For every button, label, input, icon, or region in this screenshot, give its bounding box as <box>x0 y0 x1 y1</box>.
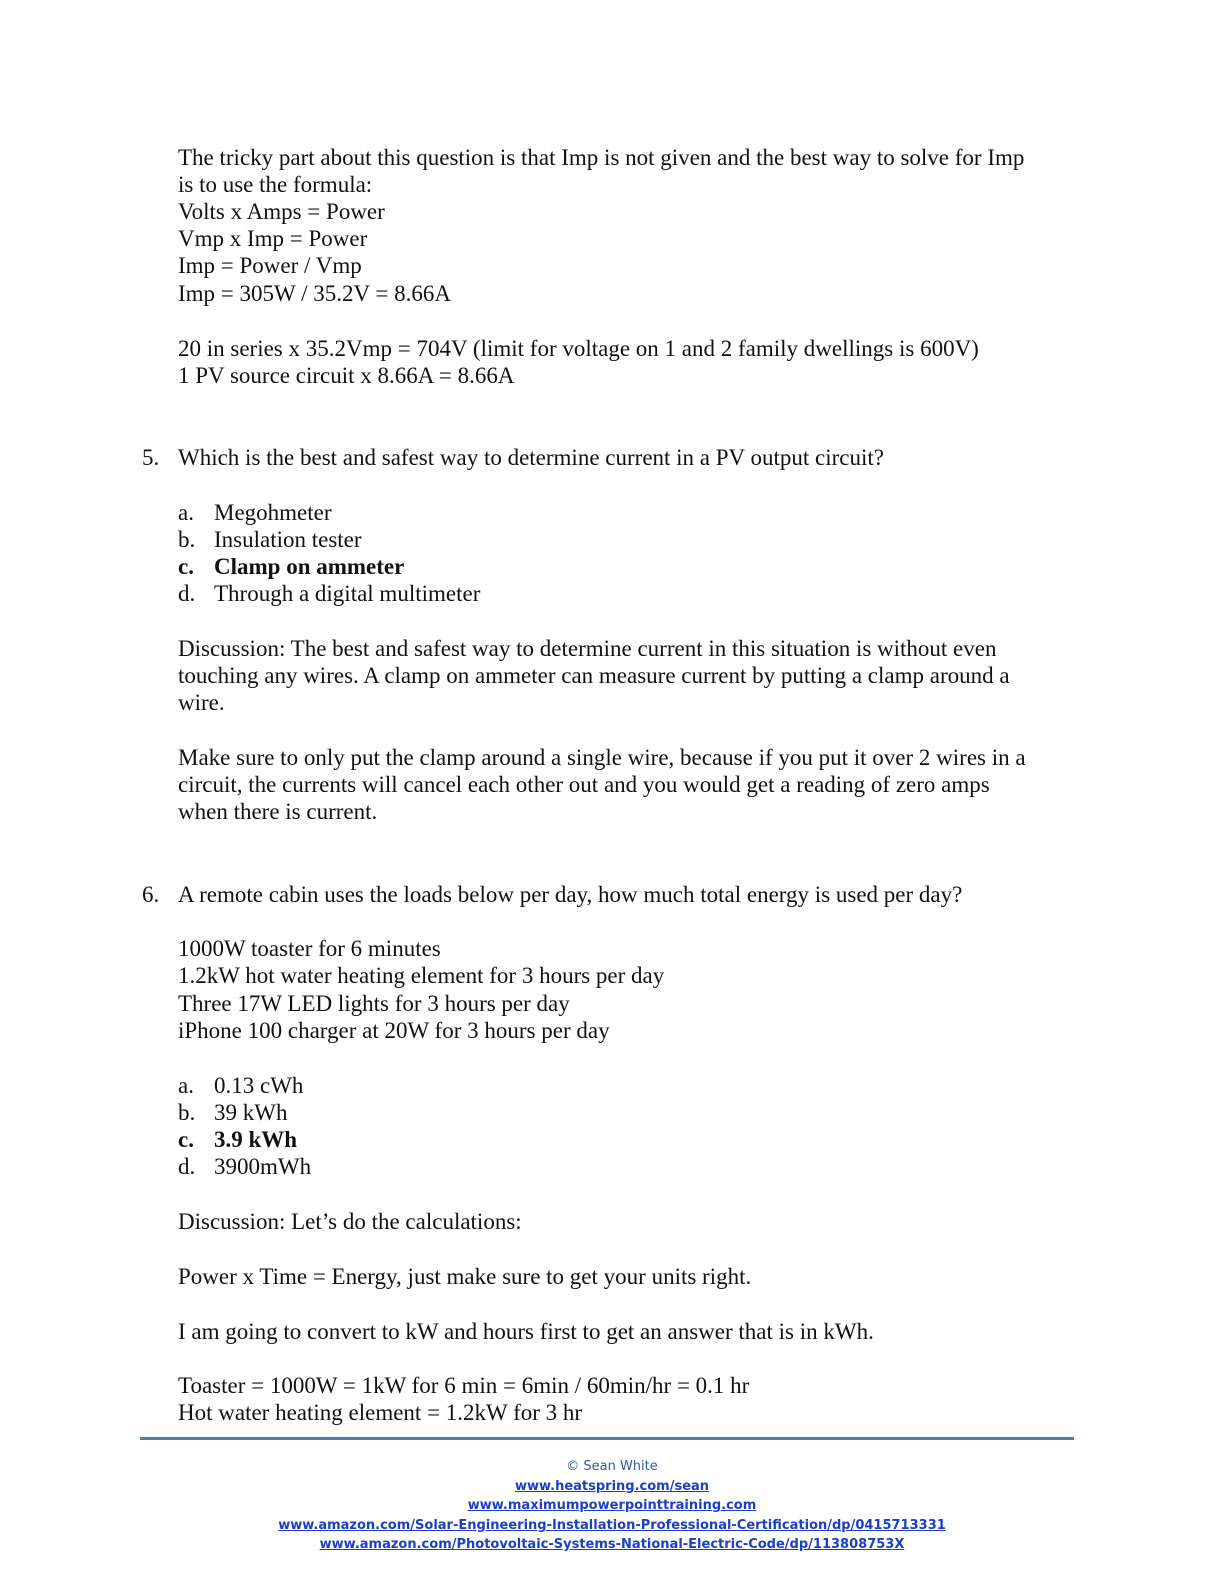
intro-line: The tricky part about this question is that Imp is not given and the best way to solve for Imp <box>178 145 1025 170</box>
discussion-line: touching any wires. A clamp on ammeter can measure current by putting a clamp around a <box>178 663 1010 688</box>
footer-link-row <box>0 1477 1224 1496</box>
option-letter: b. <box>178 1100 196 1125</box>
load-line: 1.2kW hot water heating element for 3 hours per day <box>178 963 665 988</box>
note-line: when there is current. <box>178 799 378 824</box>
option-letter: a. <box>178 500 194 525</box>
calc-step-line: Hot water heating element = 1.2kW for 3 hr <box>178 1400 583 1425</box>
option-text: 39 kWh <box>214 1100 288 1125</box>
intro-line: Volts x Amps = Power <box>178 199 385 224</box>
footer-divider <box>140 1437 1074 1440</box>
discussion-line: wire. <box>178 690 225 715</box>
intro-line: Imp = 305W / 35.2V = 8.66A <box>178 281 451 306</box>
formula-line: Power x Time = Energy, just make sure to get your units right. <box>178 1264 752 1289</box>
convert-line: I am going to convert to kW and hours first to get an answer that is in kWh. <box>178 1319 874 1344</box>
note-line: Make sure to only put the clamp around a single wire, because if you put it over 2 wires in a <box>178 745 1026 770</box>
load-line: 1000W toaster for 6 minutes <box>178 936 441 961</box>
amazon-pv-book-link[interactable]: www.amazon.com/Photovoltaic-Systems-National-Electric-Code/dp/113808753X <box>319 1537 905 1552</box>
note-line: circuit, the currents will cancel each other out and you would get a reading of zero amps <box>178 772 990 797</box>
load-line: iPhone 100 charger at 20W for 3 hours per day <box>178 1018 610 1043</box>
option-text: Megohmeter <box>214 500 332 525</box>
option-text: 3900mWh <box>214 1154 312 1179</box>
footer-copyright <box>0 1457 1224 1476</box>
option-text-correct: 3.9 kWh <box>214 1127 298 1152</box>
load-line: Three 17W LED lights for 3 hours per day <box>178 991 570 1016</box>
copyright-text: © Sean White <box>566 1459 658 1474</box>
heatspring-link[interactable]: www.heatspring.com/sean <box>514 1479 710 1494</box>
option-letter-correct: c. <box>178 554 194 579</box>
intro-calc-line: 1 PV source circuit x 8.66A = 8.66A <box>178 363 515 388</box>
intro-line: Imp = Power / Vmp <box>178 253 362 278</box>
question-text: A remote cabin uses the loads below per day, how much total energy is used per day? <box>178 882 963 907</box>
intro-calc-line: 20 in series x 35.2Vmp = 704V (limit for voltage on 1 and 2 family dwellings is 600V) <box>178 336 979 361</box>
intro-line: Vmp x Imp = Power <box>178 226 368 251</box>
discussion-line: Discussion: The best and safest way to determine current in this situation is without even <box>178 636 997 661</box>
option-text: 0.13 cWh <box>214 1073 304 1098</box>
option-text-correct: Clamp on ammeter <box>214 554 405 579</box>
option-letter: d. <box>178 1154 196 1179</box>
option-text: Insulation tester <box>214 527 362 552</box>
footer-link-row <box>0 1516 1224 1535</box>
option-letter: b. <box>178 527 196 552</box>
maximumpowerpoint-link[interactable]: www.maximumpowerpointtraining.com <box>467 1498 757 1513</box>
discussion-line: Discussion: Let’s do the calculations: <box>178 1209 522 1234</box>
option-letter: a. <box>178 1073 194 1098</box>
question-number: 5. <box>142 445 160 470</box>
intro-line: is to use the formula: <box>178 172 373 197</box>
option-text: Through a digital multimeter <box>214 581 481 606</box>
question-text: Which is the best and safest way to determine current in a PV output circuit? <box>178 445 884 470</box>
calc-step-line: Toaster = 1000W = 1kW for 6 min = 6min / 60min/hr = 0.1 hr <box>178 1373 750 1398</box>
question-number: 6. <box>142 882 160 907</box>
footer-link-row <box>0 1535 1224 1554</box>
option-letter: d. <box>178 581 196 606</box>
amazon-solar-book-link[interactable]: www.amazon.com/Solar-Engineering-Installation-Professional-Certification/dp/0415713331 <box>278 1518 946 1533</box>
option-letter-correct: c. <box>178 1127 194 1152</box>
footer-link-row <box>0 1496 1224 1515</box>
